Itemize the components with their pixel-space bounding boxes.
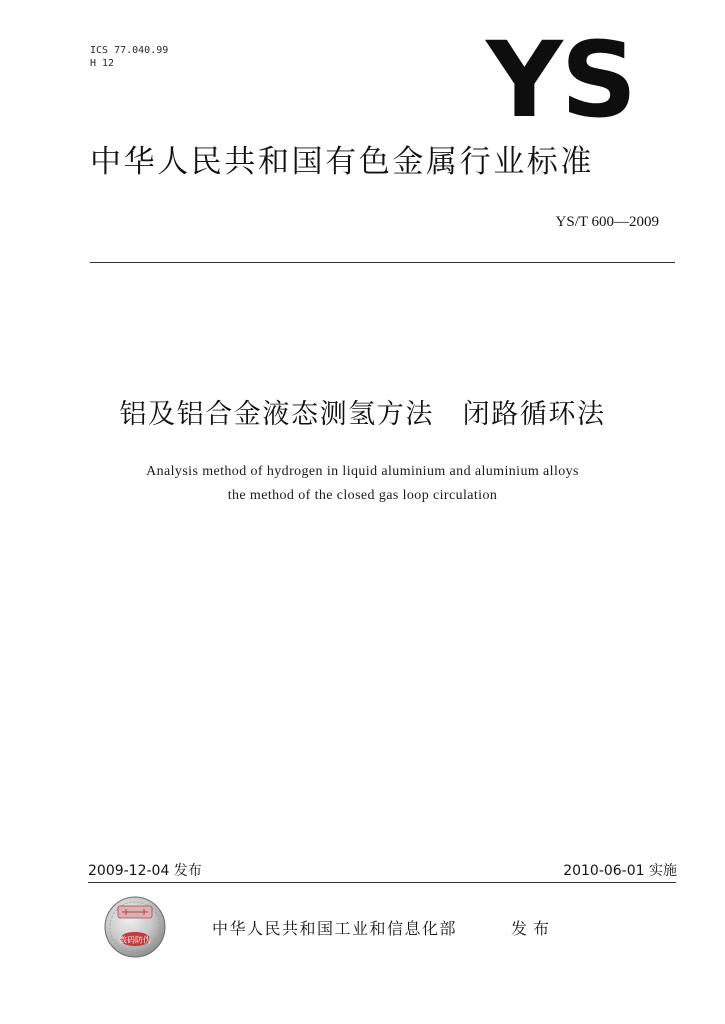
classification-codes [90,44,168,70]
implementation-date: 2010-06-01 实施 [563,863,677,879]
seal-emblem [104,896,166,958]
ys-logo: YS [486,19,636,141]
release-date: 2009-12-04 发布 [88,863,202,879]
publish-label: 发布 [511,919,556,938]
ics-code: ICS 77.040.99 [90,45,169,56]
document-title-english-line1: Analysis method of hydrogen in liquid aluminium and aluminium alloys [146,464,579,479]
issuer-title: 中华人民共和国有色金属行业标准 [90,144,594,180]
seal-text: 数码防伪 [119,935,151,945]
ccs-code: H 12 [90,58,115,69]
publisher-name: 中华人民共和国工业和信息化部 [212,919,458,938]
header-rule [90,262,675,263]
footer-rule [88,882,676,883]
document-title-chinese: 铝及铝合金液态测氢方法 闭路循环法 [119,399,606,430]
anti-counterfeit-seal [104,896,166,958]
standard-number: YS/T 600—2009 [555,214,659,230]
document-title-english-line2: the method of the closed gas loop circulation [227,488,498,503]
